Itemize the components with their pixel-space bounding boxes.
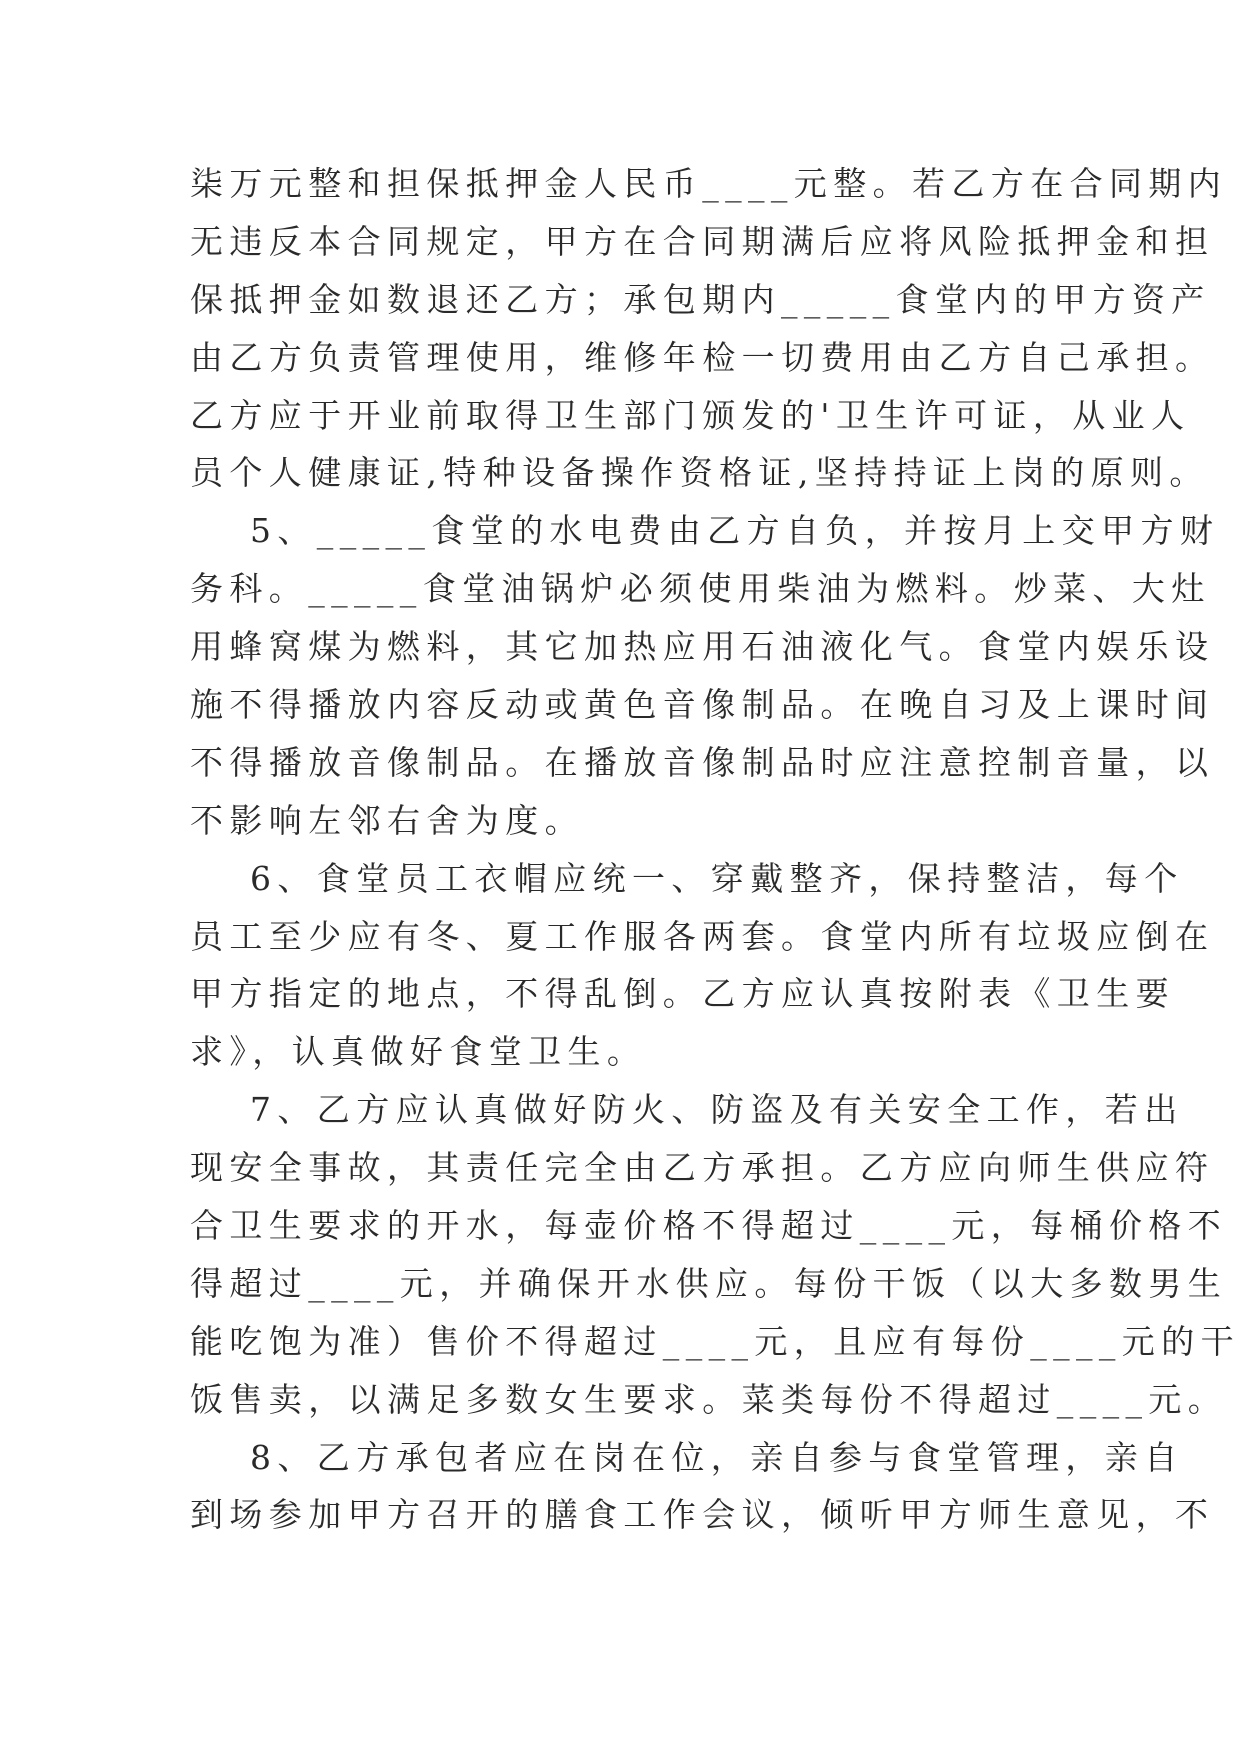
text-line: 得超过____元，并确保开水供应。每份干饭（以大多数男生 xyxy=(190,1263,1228,1303)
text-line: 乙方应于开业前取得卫生部门颁发的'卫生许可证，从业人 xyxy=(190,395,1191,435)
text-line: 到场参加甲方召开的膳食工作会议，倾听甲方师生意见，不 xyxy=(190,1495,1215,1535)
text-line: 合卫生要求的开水，每壶价格不得超过____元，每桶价格不 xyxy=(190,1206,1228,1246)
text-line: 现安全事故，其责任完全由乙方承担。乙方应向师生供应符 xyxy=(190,1148,1215,1188)
clause-8-start: 8、乙方承包者应在岗在位，亲自参与食堂管理，亲自 xyxy=(250,1437,1184,1477)
text-line: 员个人健康证,特种设备操作资格证,坚持持证上岗的原则。 xyxy=(190,453,1209,493)
text-line: 饭售卖，以满足多数女生要求。菜类每份不得超过____元。 xyxy=(190,1379,1228,1419)
text-line: 求》，认真做好食堂卫生。 xyxy=(190,1032,647,1072)
text-line: 甲方指定的地点，不得乱倒。乙方应认真按附表《卫生要 xyxy=(190,974,1175,1014)
document-body xyxy=(190,155,1240,1544)
text-line: 施不得播放内容反动或黄色音像制品。在晚自习及上课时间 xyxy=(190,685,1215,725)
text-line: 柒万元整和担保抵押金人民币____元整。若乙方在合同期内 xyxy=(190,164,1228,203)
text-line: 无违反本合同规定，甲方在合同期满后应将风险抵押金和担 xyxy=(190,221,1215,261)
text-line: 不得播放音像制品。在播放音像制品时应注意控制音量，以 xyxy=(190,742,1215,782)
clause-5-start: 5、_____食堂的水电费由乙方自负，并按月上交甲方财 xyxy=(250,511,1220,551)
text-line: 用蜂窝煤为燃料，其它加热应用石油液化气。食堂内娱乐设 xyxy=(190,627,1215,667)
text-line: 不影响左邻右舍为度。 xyxy=(190,800,584,840)
text-line: 员工至少应有冬、夏工作服各两套。食堂内所有垃圾应倒在 xyxy=(190,916,1215,956)
text-line: 由乙方负责管理使用，维修年检一切费用由乙方自己承担。 xyxy=(190,337,1215,377)
clause-6-start: 6、食堂员工衣帽应统一、穿戴整齐，保持整洁，每个 xyxy=(250,858,1184,898)
text-line: 务科。_____食堂油锅炉必须使用柴油为燃料。炒菜、大灶 xyxy=(190,569,1211,609)
text-line: 保抵押金如数退还乙方；承包期内_____食堂内的甲方资产 xyxy=(190,279,1211,319)
clause-7-start: 7、乙方应认真做好防火、防盗及有关安全工作，若出 xyxy=(250,1090,1184,1130)
text-line: 能吃饱为准）售价不得超过____元，且应有每份____元的干 xyxy=(190,1321,1240,1361)
